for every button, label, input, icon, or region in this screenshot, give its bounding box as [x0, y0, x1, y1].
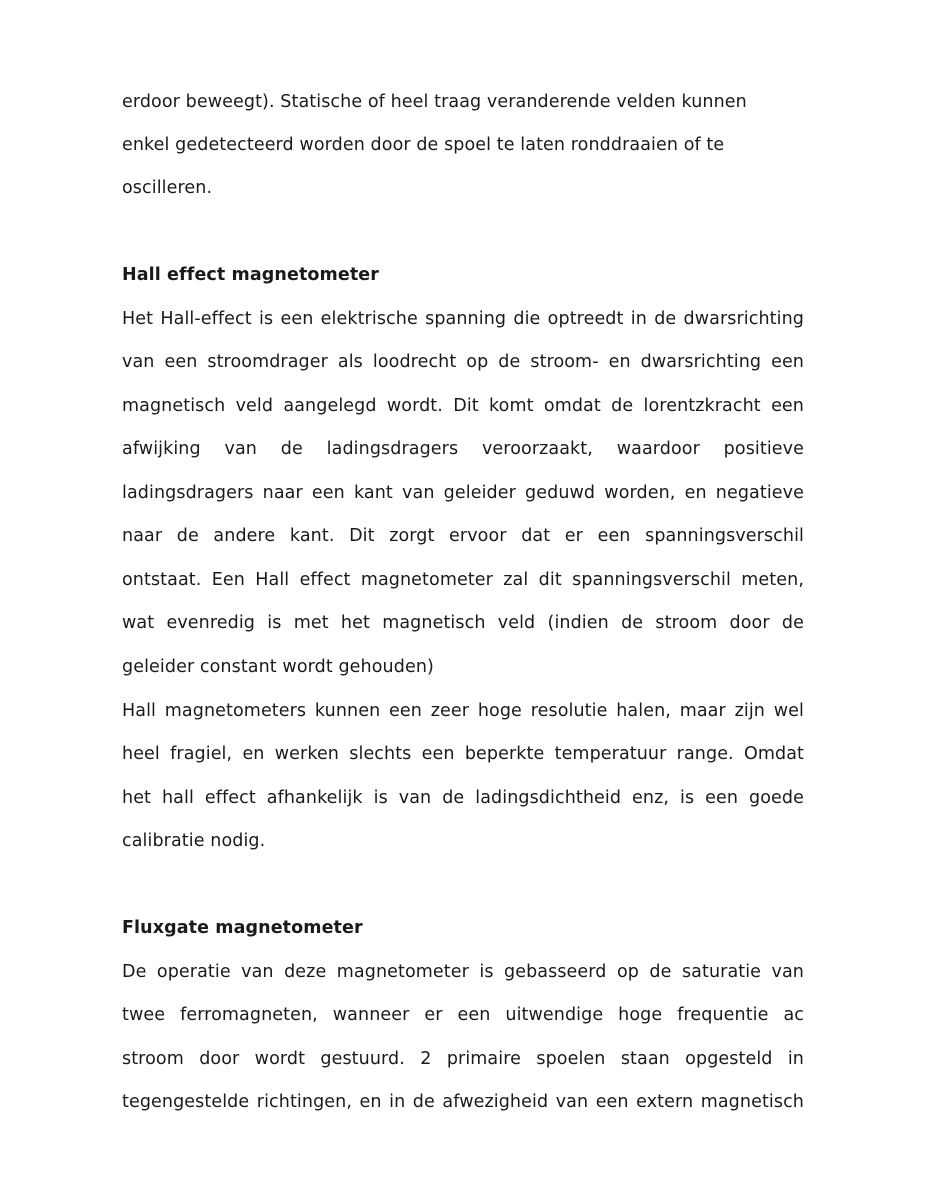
hall-line-11: heel fragiel, en werken slechts een beperkte temperatuur range. Omdat — [122, 744, 804, 764]
hall-line-2: van een stroomdrager als loodrecht op de stroom- en dwarsrichting een — [122, 352, 804, 372]
intro-line-2: enkel gedetecteerd worden door de spoel te laten ronddraaien of te — [122, 135, 725, 155]
fluxgate-line-2: twee ferromagneten, wanneer er een uitwendige hoge frequentie ac — [122, 1005, 804, 1025]
intro-line-1: erdoor beweegt). Statische of heel traag veranderende velden kunnen — [122, 92, 747, 112]
hall-line-8: wat evenredig is met het magnetisch veld (indien de stroom door de — [122, 613, 804, 633]
hall-line-6: naar de andere kant. Dit zorgt ervoor dat er een spanningsverschil — [122, 526, 804, 546]
fluxgate-line-4: tegengestelde richtingen, en in de afwezigheid van een extern magnetisch — [122, 1092, 804, 1112]
hall-line-1: Het Hall-effect is een elektrische spanning die optreedt in de dwarsrichting — [122, 309, 804, 329]
hall-line-9: geleider constant wordt gehouden) — [122, 657, 434, 677]
intro-line-3: oscilleren. — [122, 178, 213, 198]
hall-line-7: ontstaat. Een Hall effect magnetometer zal dit spanningsverschil meten, — [122, 570, 804, 590]
fluxgate-line-3: stroom door wordt gestuurd. 2 primaire spoelen staan opgesteld in — [122, 1049, 804, 1069]
hall-line-3: magnetisch veld aangelegd wordt. Dit komt omdat de lorentzkracht een — [122, 396, 804, 416]
hall-line-12: het hall effect afhankelijk is van de ladingsdichtheid enz, is een goede — [122, 788, 804, 808]
fluxgate-line-1: De operatie van deze magnetometer is gebasseerd op de saturatie van — [122, 962, 804, 982]
hall-line-10: Hall magnetometers kunnen een zeer hoge resolutie halen, maar zijn wel — [122, 701, 804, 721]
hall-line-4: afwijking van de ladingsdragers veroorzaakt, waardoor positieve — [122, 439, 804, 459]
hall-line-13: calibratie nodig. — [122, 831, 266, 851]
fluxgate-heading: Fluxgate magnetometer — [122, 918, 363, 938]
hall-line-5: ladingsdragers naar een kant van geleider geduwd worden, en negatieve — [122, 483, 804, 503]
hall-heading: Hall effect magnetometer — [122, 265, 379, 285]
